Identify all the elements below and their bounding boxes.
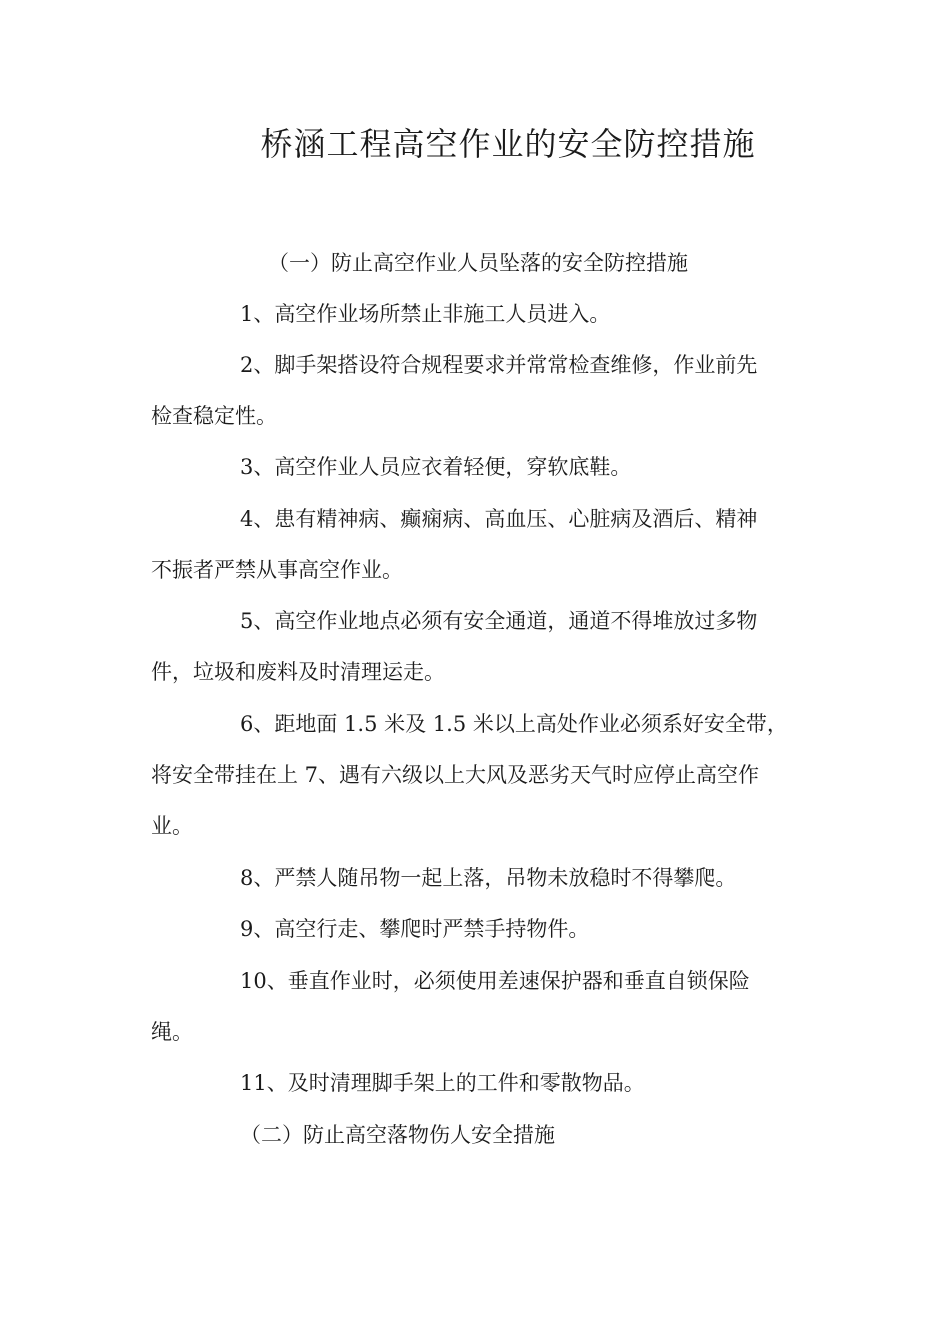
list-item-6-cont-2: 业。 [151,814,193,838]
section-heading-2: （二）防止高空落物伤人安全措施 [240,1123,555,1147]
list-item-3: 3、高空作业人员应衣着轻便，穿软底鞋。 [240,455,632,479]
list-item-10: 10、垂直作业时，必须使用差速保护器和垂直自锁保险 [240,969,750,993]
list-item-2: 2、脚手架搭设符合规程要求并常常检查维修，作业前先 [240,353,758,377]
document-title: 桥涵工程高空作业的安全防控措施 [260,125,756,163]
list-item-6: 6、距地面 1.5 米及 1.5 米以上高处作业必须系好安全带， [240,712,788,736]
list-item-8: 8、严禁人随吊物一起上落，吊物未放稳时不得攀爬。 [240,866,737,890]
list-item-4-cont: 不振者严禁从事高空作业。 [151,558,403,582]
list-item-4: 4、患有精神病、癫痫病、高血压、心脏病及酒后、精神 [240,507,758,531]
list-item-1: 1、高空作业场所禁止非施工人员进入。 [240,302,611,326]
list-item-10-cont: 绳。 [151,1020,193,1044]
list-item-2-cont: 检查稳定性。 [151,404,277,428]
list-item-6-cont: 将安全带挂在上 7、遇有六级以上大风及恶劣天气时应停止高空作 [151,763,760,787]
list-item-9: 9、高空行走、攀爬时严禁手持物件。 [240,917,590,941]
section-heading-1: （一）防止高空作业人员坠落的安全防控措施 [268,251,688,275]
list-item-5: 5、高空作业地点必须有安全通道，通道不得堆放过多物 [240,609,758,633]
list-item-5-cont: 件，垃圾和废料及时清理运走。 [151,660,445,684]
list-item-11: 11、及时清理脚手架上的工件和零散物品。 [240,1071,645,1095]
